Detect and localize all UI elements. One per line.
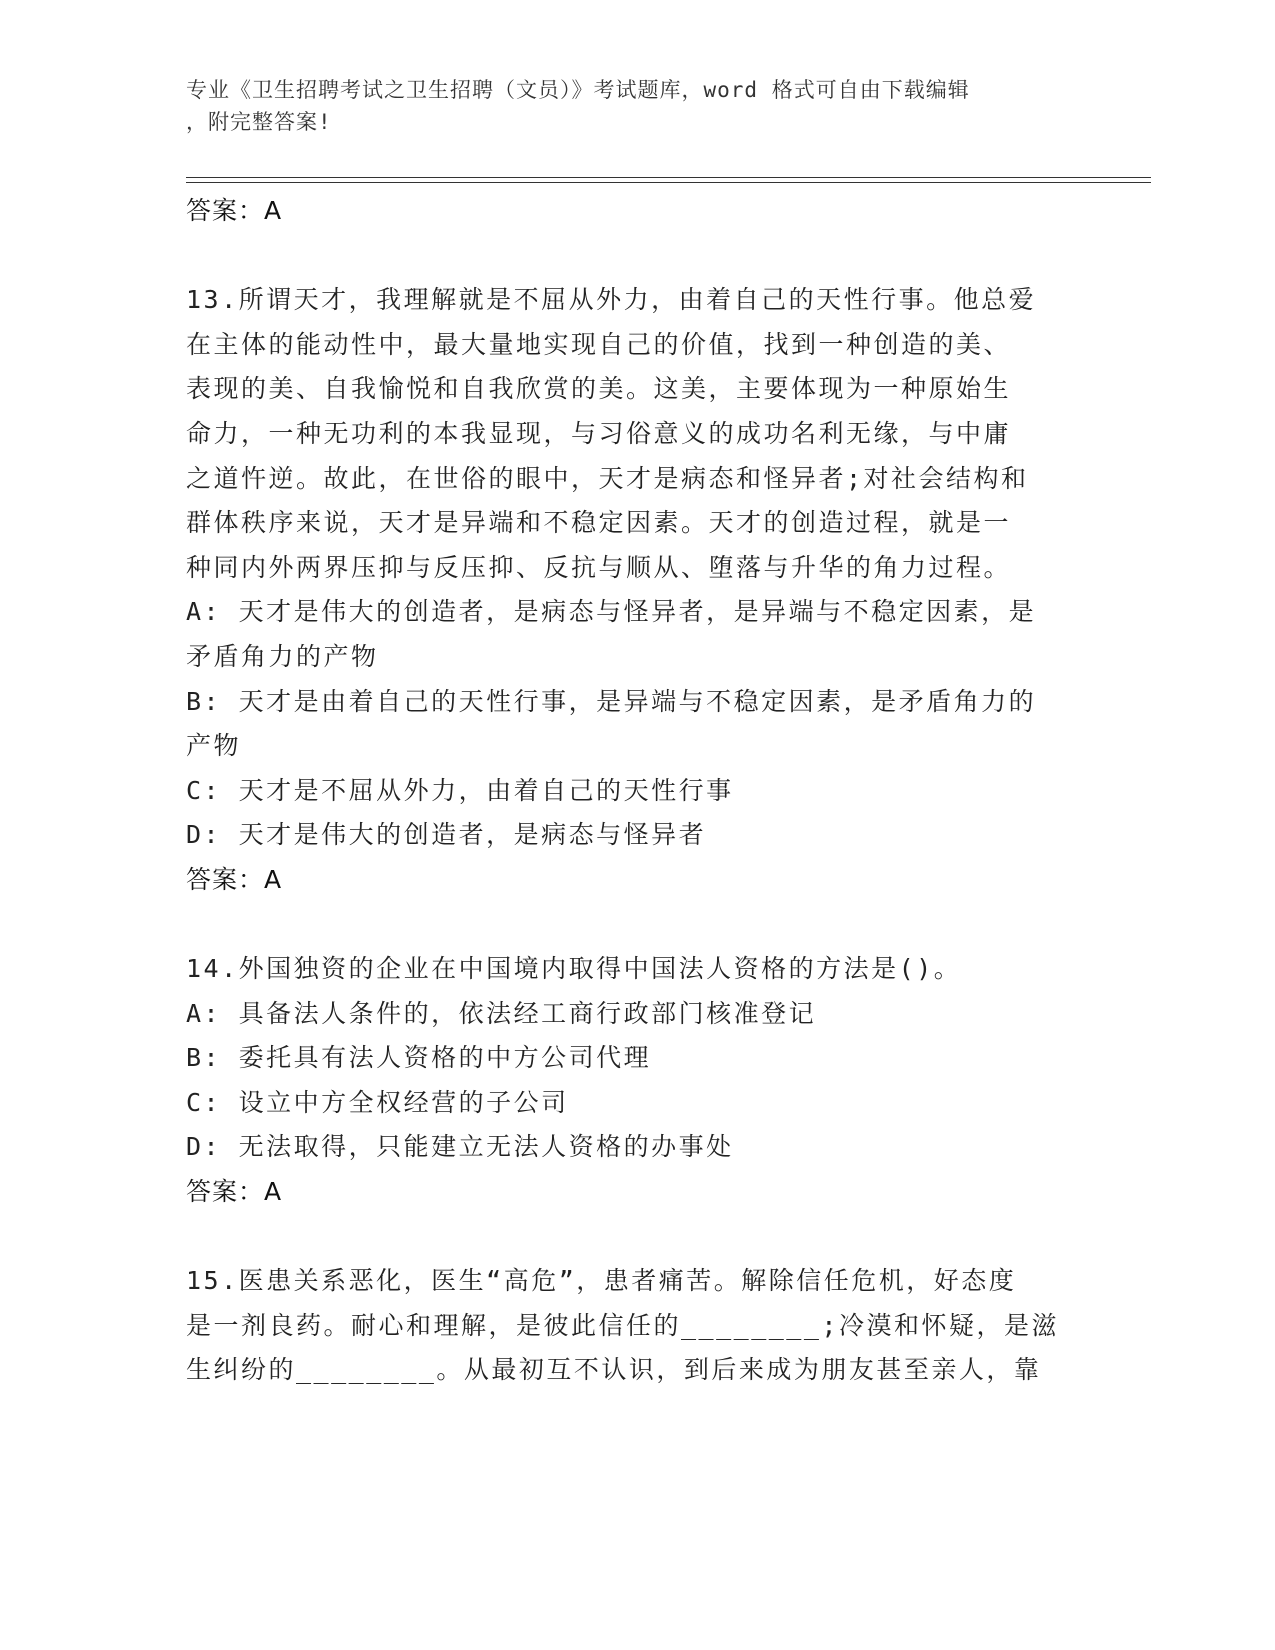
option-c: C: 天才是不屈从外力，由着自己的天性行事: [186, 775, 734, 805]
question-stem-line: 群体秩序来说，天才是异端和不稳定因素。天才的创造过程，就是一: [186, 508, 1012, 538]
option-b: B: 天才是由着自己的天性行事，是异端与不稳定因素，是矛盾角力的: [186, 686, 1037, 716]
previous-answer: 答案：A: [186, 196, 283, 225]
spacer: [186, 1215, 1066, 1260]
question-stem-line: 表现的美、自我愉悦和自我欣赏的美。这美，主要体现为一种原始生: [186, 374, 1012, 404]
header-line-1: 专业《卫生招聘考试之卫生招聘（文员）》考试题库，word 格式可自由下载编辑: [186, 78, 970, 102]
option-a: A: 具备法人条件的，依法经工商行政部门核准登记: [186, 998, 817, 1028]
option-c: C: 设立中方全权经营的子公司: [186, 1087, 569, 1117]
question-stem-line: 15.医患关系恶化，医生“高危”，患者痛苦。解除信任危机，好态度: [186, 1266, 1017, 1296]
question-13: [186, 278, 1066, 902]
document-header: [186, 74, 1066, 138]
question-stem-line: 是一剂良药。耐心和理解，是彼此信任的________;冷漠和怀疑，是滋: [186, 1310, 1059, 1340]
question-stem-line: 在主体的能动性中，最大量地实现自己的价值，找到一种创造的美、: [186, 329, 1012, 359]
answer-14: 答案：A: [186, 1177, 283, 1207]
document-body: [186, 189, 1066, 1393]
question-stem-line: 命力，一种无功利的本我显现，与习俗意义的成功名利无缘，与中庸: [186, 418, 1012, 448]
spacer: [186, 234, 1066, 279]
question-stem-line: 14.外国独资的企业在中国境内取得中国法人资格的方法是()。: [186, 954, 962, 984]
option-a-continued: 矛盾角力的产物: [186, 641, 379, 671]
question-14: [186, 947, 1066, 1215]
header-rule-top: [186, 177, 1151, 178]
answer-13: 答案：A: [186, 864, 283, 894]
header-line-2: ，附完整答案!: [186, 110, 332, 134]
question-stem-line: 13.所谓天才，我理解就是不屈从外力，由着自己的天性行事。他总爱: [186, 285, 1037, 315]
question-stem-line: 之道忤逆。故此，在世俗的眼中，天才是病态和怪异者;对社会结构和: [186, 463, 1029, 493]
question-stem-line: 种同内外两界压抑与反压抑、反抗与顺从、堕落与升华的角力过程。: [186, 552, 1012, 582]
option-b-continued: 产物: [186, 731, 242, 761]
header-rule-bottom: [186, 182, 1151, 183]
spacer: [186, 903, 1066, 948]
question-15: [186, 1259, 1066, 1393]
option-d: D: 无法取得，只能建立无法人资格的办事处: [186, 1132, 734, 1162]
option-d: D: 天才是伟大的创造者，是病态与怪异者: [186, 820, 707, 850]
option-b: B: 委托具有法人资格的中方公司代理: [186, 1043, 652, 1073]
option-a: A: 天才是伟大的创造者，是病态与怪异者，是异端与不稳定因素，是: [186, 597, 1037, 627]
question-stem-line: 生纠纷的________。从最初互不认识，到后来成为朋友甚至亲人，靠: [186, 1355, 1042, 1385]
